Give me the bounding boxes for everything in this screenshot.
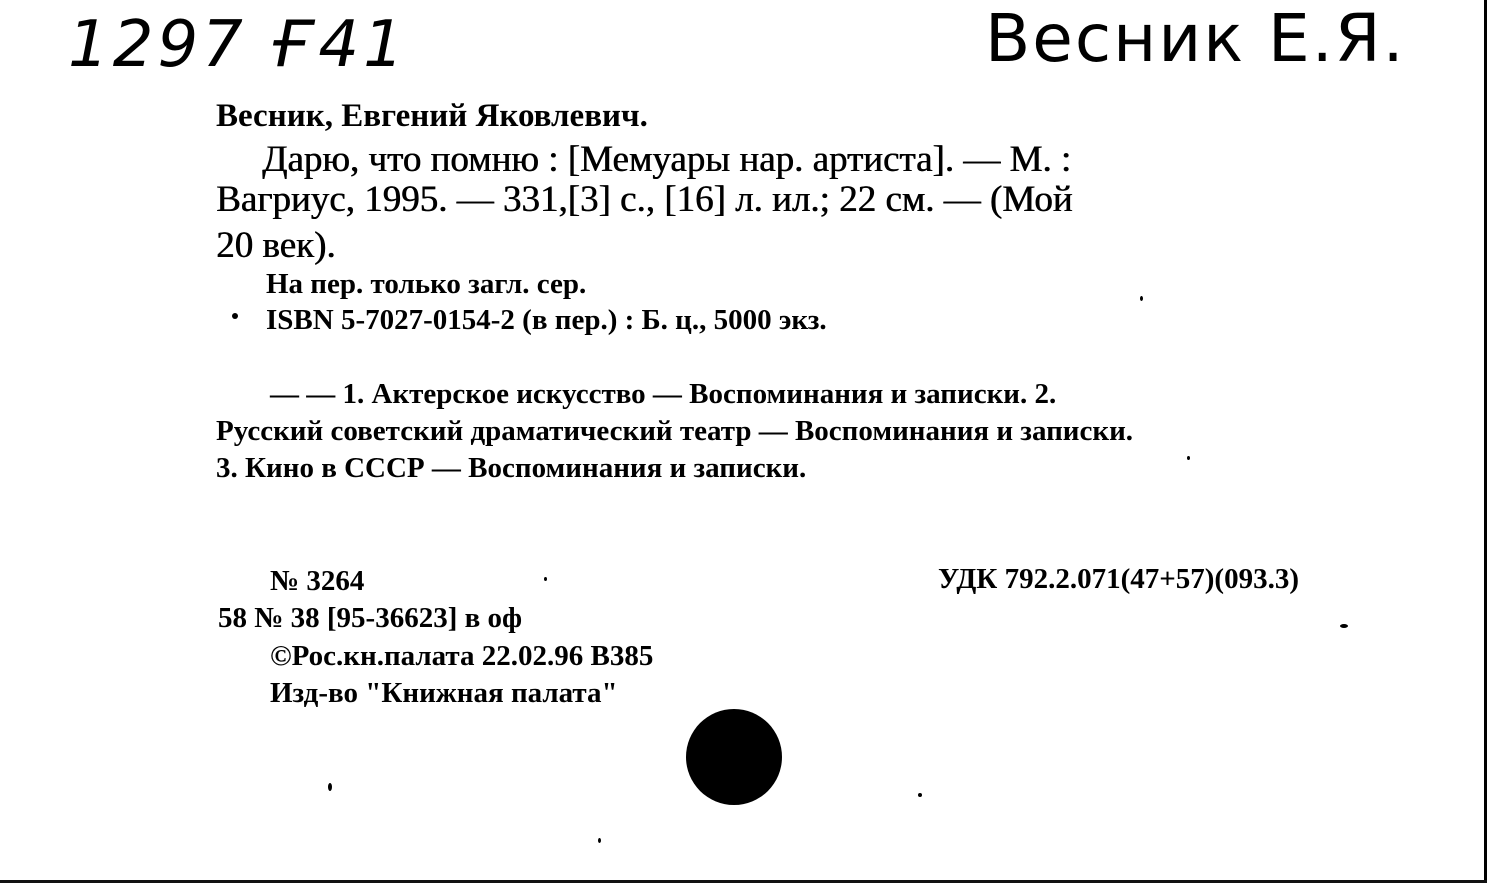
note-line-1: На пер. только загл. сер.: [266, 268, 587, 300]
description-line-2: Вагриус, 1995. — 331,[3] с., [16] л. ил.; 22 см. — (Мой: [216, 179, 1073, 220]
scan-speck: [544, 577, 547, 581]
scan-speck: [598, 838, 601, 843]
subjects-line-2: Русский советский драматический театр — Воспоминания и записки.: [216, 415, 1134, 447]
scan-speck: [328, 783, 332, 791]
scan-speck: [232, 313, 238, 319]
author-heading: Весник, Евгений Яковлевич.: [216, 98, 648, 134]
subjects-line-3: 3. Кино в СССР — Воспоминания и записки.: [216, 452, 807, 484]
registration-line: 58 № 38 [95-36623] в оф: [218, 602, 523, 634]
record-number: № 3264: [270, 565, 365, 597]
description-line-1: Дарю, что помню : [Мемуары нар. артиста]. — М. :: [262, 139, 1072, 180]
scan-speck: [918, 793, 922, 797]
publisher-line: Изд-во "Книжная палата": [270, 677, 618, 709]
card-punch-hole: [686, 709, 782, 805]
udk-classification: УДК 792.2.071(47+57)(093.3): [938, 563, 1299, 595]
copyright-line: ©Рос.кн.палата 22.02.96 В385: [270, 640, 654, 672]
handwritten-author-name: Весник Е.Я.: [985, 0, 1406, 77]
isbn-line: ISBN 5-7027-0154-2 (в пер.) : Б. ц., 5000 экз.: [266, 304, 827, 336]
handwritten-shelf-mark: 1297 Ғ41: [68, 8, 408, 82]
subjects-line-1: — — 1. Актерское искусство — Воспоминания и записки. 2.: [270, 378, 1057, 410]
scan-speck: [1140, 296, 1143, 301]
description-line-3: 20 век).: [216, 225, 336, 266]
scan-speck: [1340, 624, 1348, 628]
scan-speck: [1187, 456, 1190, 460]
